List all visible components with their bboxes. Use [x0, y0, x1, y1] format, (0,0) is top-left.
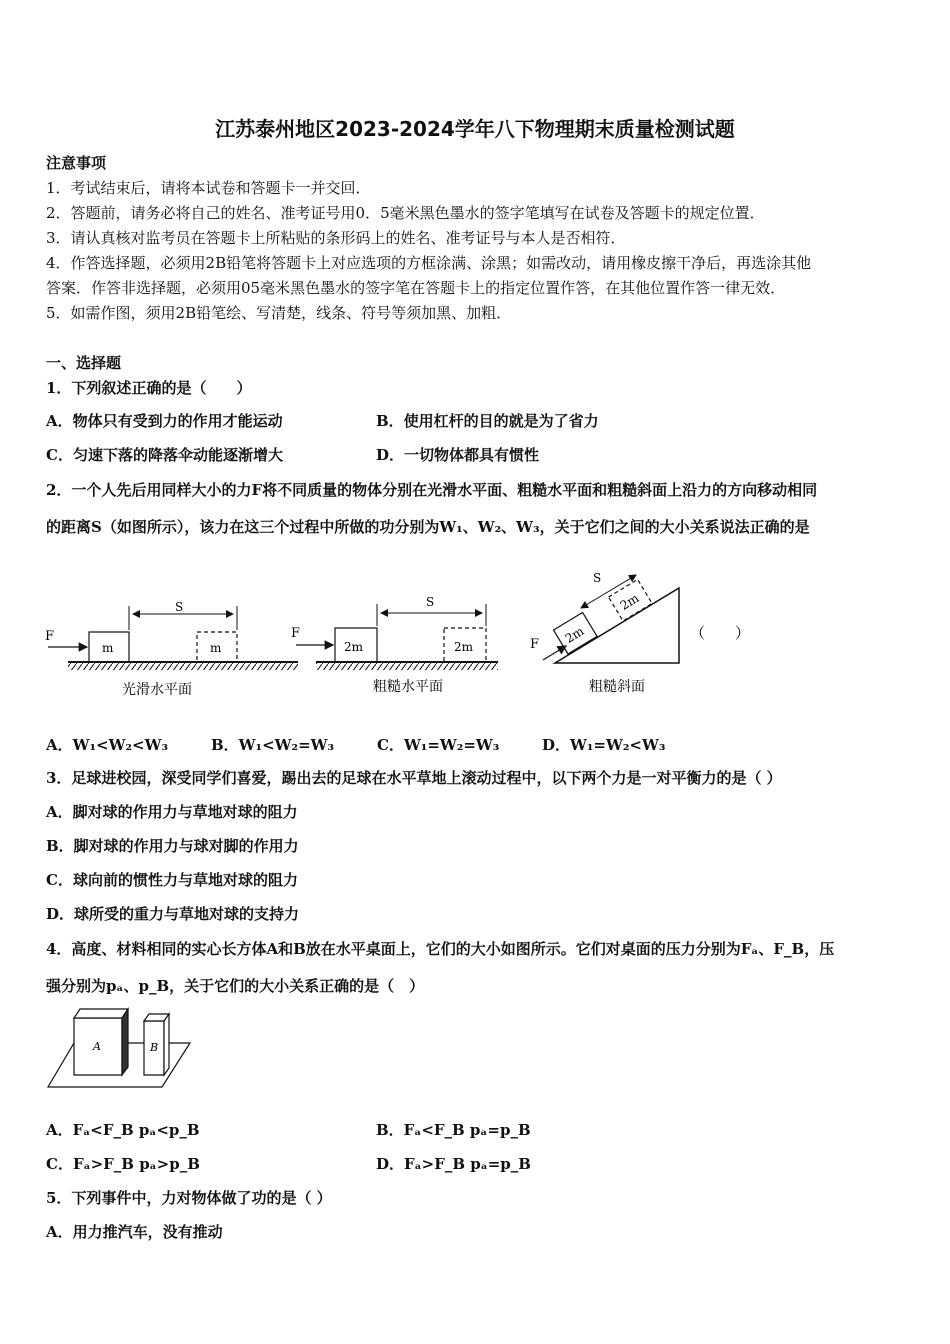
mass-label: 2m [617, 590, 642, 613]
q5-option-a: A．用力推汽车，没有推动 [46, 1223, 223, 1241]
q4-option-d: D．Fₐ>F_B pₐ=p_B [376, 1155, 531, 1173]
mass-label: 2m [344, 640, 364, 654]
distance-label: S [426, 595, 435, 609]
question-2-stem-line1: 2．一个人先后用同样大小的力F将不同质量的物体分别在光滑水平面、粗糙水平面和粗糙斜面上沿力的方向移动相同 [46, 481, 818, 499]
notice-item: 2．答题前，请务必将自己的姓名、准考证号用0．5毫米黑色墨水的签字笔填写在试卷及答题卡的规定位置． [46, 204, 765, 222]
q3-option-d: D．球所受的重力与草地对球的支持力 [46, 905, 300, 923]
mass-label: 2m [454, 640, 474, 654]
q4-option-a: A．Fₐ<F_B pₐ<p_B [46, 1121, 200, 1139]
question-5-stem: 5．下列事件中，力对物体做了功的是（ ） [46, 1189, 332, 1207]
figure-caption: 粗糙斜面 [589, 679, 645, 695]
notice-item: 1．考试结束后，请将本试卷和答题卡一并交回． [46, 179, 371, 197]
figure-rough-plane [291, 595, 498, 695]
figure-caption: 光滑水平面 [122, 682, 192, 698]
q3-option-b: B．脚对球的作用力与球对脚的作用力 [46, 837, 299, 855]
distance-label: S [175, 600, 184, 614]
figure-smooth-plane [45, 600, 301, 698]
block-a-label: A [93, 1040, 101, 1053]
force-label: F [45, 629, 55, 644]
question-2-stem-line2: 的距离S（如图所示），该力在这三个过程中所做的功分别为W₁、W₂、W₃，关于它们之间的大小关系说法正确的是 [46, 518, 810, 536]
distance-label: S [593, 571, 602, 585]
question-4-stem-line2: 强分别为pₐ、p_B，关于它们的大小关系正确的是（ ） [46, 977, 425, 995]
mass-label: 2m [562, 623, 587, 646]
notice-heading: 注意事项 [46, 154, 107, 172]
q4-figure [44, 1005, 196, 1095]
notice-item: 5．如需作图，须用2B铅笔绘、写清楚，线条、符号等须加黑、加粗． [46, 304, 512, 322]
question-3-stem: 3．足球进校园，深受同学们喜爱，踢出去的足球在水平草地上滚动过程中，以下两个力是一对平衡力的是（ ） [46, 769, 782, 787]
q2-option-b: B．W₁<W₂=W₃ [211, 736, 335, 754]
block-b-label: B [150, 1041, 159, 1054]
answer-paren: （ ） [690, 624, 751, 642]
q1-option-d: D．一切物体都具有惯性 [376, 446, 540, 464]
q2-figure [40, 560, 760, 705]
figure-caption: 粗糙水平面 [373, 679, 443, 695]
page-title: 江苏泰州地区2023-2024学年八下物理期末质量检测试题 [215, 117, 735, 141]
notice-item: 4．作答选择题，必须用2B铅笔将答题卡上对应选项的方框涂满、涂黑；如需改动，请用橡皮擦干净后，再选涂其他 [46, 254, 812, 272]
q2-option-d: D．W₁=W₂<W₃ [542, 736, 666, 754]
mass-label: m [102, 641, 114, 655]
notice-item: 3．请认真核对监考员在答题卡上所粘贴的条形码上的姓名、准考证号与本人是否相符． [46, 229, 626, 247]
question-4-stem-line1: 4．高度、材料相同的实心长方体A和B放在水平桌面上，它们的大小如图所示。它们对桌面的压力分别为Fₐ、F_B，压 [46, 940, 835, 958]
question-1-stem: 1．下列叙述正确的是（ ） [46, 379, 252, 397]
figure-incline [530, 571, 679, 695]
q1-option-a: A．物体只有受到力的作用才能运动 [46, 412, 283, 430]
q4-option-b: B．Fₐ<F_B pₐ=p_B [376, 1121, 531, 1139]
q1-option-b: B．使用杠杆的目的就是为了省力 [376, 412, 599, 430]
q1-option-c: C．匀速下落的降落伞动能逐渐增大 [46, 446, 283, 464]
q2-option-c: C．W₁=W₂=W₃ [377, 736, 500, 754]
q4-option-c: C．Fₐ>F_B pₐ>p_B [46, 1155, 200, 1173]
force-label: F [530, 637, 540, 652]
q3-option-a: A．脚对球的作用力与草地对球的阻力 [46, 803, 298, 821]
notice-item: 答案．作答非选择题，必须用05毫米黑色墨水的签字笔在答题卡上的指定位置作答，在其他位置作答一律无效． [46, 279, 786, 297]
section-heading: 一、选择题 [46, 354, 122, 372]
force-label: F [291, 626, 301, 641]
mass-label: m [210, 641, 222, 655]
q3-option-c: C．球向前的惯性力与草地对球的阻力 [46, 871, 298, 889]
q2-option-a: A．W₁<W₂<W₃ [46, 736, 169, 754]
